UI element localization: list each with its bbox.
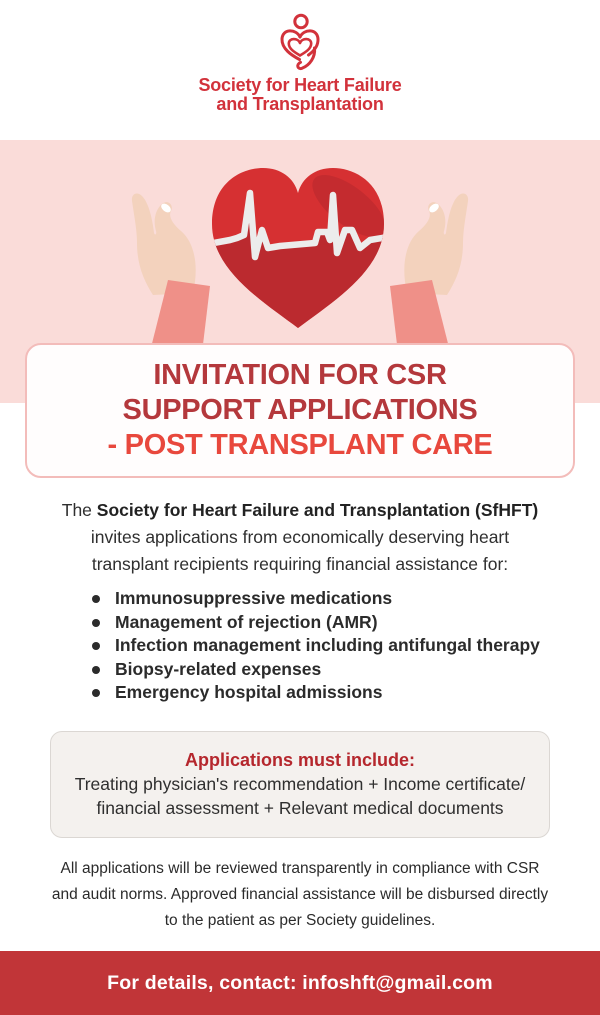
note-line3: to the patient as per Society guidelines. bbox=[164, 912, 436, 929]
requirements-line2: financial assessment + Relevant medical documents bbox=[96, 798, 504, 818]
intro-prefix: The bbox=[61, 500, 97, 520]
title-card bbox=[25, 343, 575, 478]
title-line2: SUPPORT APPLICATIONS bbox=[122, 394, 478, 426]
brand-name-line1: Society for Heart Failure bbox=[198, 75, 402, 95]
assistance-list bbox=[88, 590, 548, 708]
intro-org-name: Society for Heart Failure and Transplantation (SfHFT) bbox=[96, 500, 539, 520]
intro-paragraph bbox=[40, 497, 560, 578]
header bbox=[0, 0, 600, 140]
note-line1: All applications will be reviewed transparently in compliance with CSR bbox=[60, 860, 540, 877]
note-line2: and audit norms. Approved financial assistance will be disbursed directly bbox=[51, 886, 549, 903]
brand-name-line2: and Transplantation bbox=[216, 94, 384, 114]
intro-line3: transplant recipients requiring financial assistance for: bbox=[91, 554, 509, 574]
contact-email-text: For details, contact: infoshft@gmail.com bbox=[107, 971, 493, 994]
title-line3: - POST TRANSPLANT CARE bbox=[107, 429, 493, 461]
intro-line2: invites applications from economically deserving heart bbox=[90, 527, 510, 547]
requirements-box bbox=[50, 731, 550, 838]
list-item: Emergency hospital admissions bbox=[88, 684, 548, 702]
person-embracing-heart-icon bbox=[268, 12, 332, 74]
list-item: Management of rejection (AMR) bbox=[88, 614, 548, 632]
compliance-note bbox=[35, 856, 565, 934]
requirements-heading: Applications must include: bbox=[184, 750, 416, 770]
list-item: Immunosuppressive medications bbox=[88, 590, 548, 608]
list-item: Biopsy-related expenses bbox=[88, 661, 548, 679]
contact-bar bbox=[0, 951, 600, 1015]
requirements-line1: Treating physician's recommendation + Income certificate/ bbox=[74, 774, 526, 794]
list-item: Infection management including antifungal therapy bbox=[88, 637, 548, 655]
title-line1: INVITATION FOR CSR bbox=[153, 359, 447, 391]
